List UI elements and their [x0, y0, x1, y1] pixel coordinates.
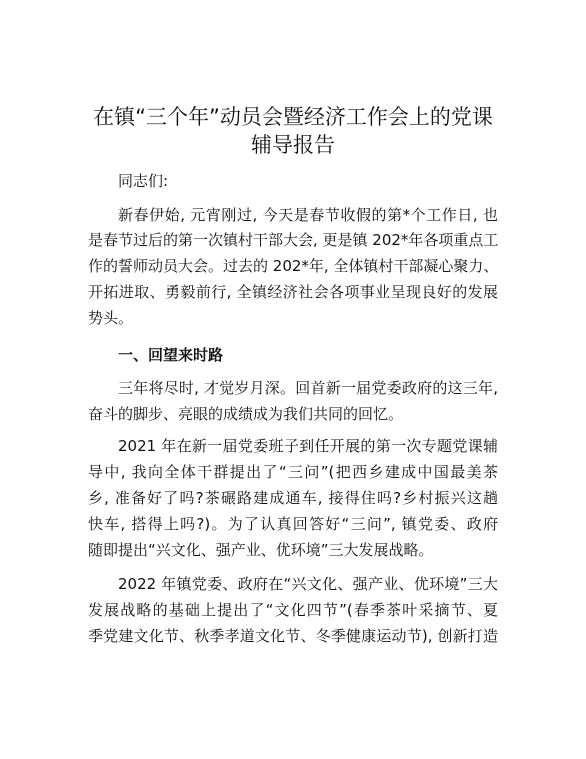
paragraph-line: 作的誓师动员大会。过去的 202*年, 全体镇村干部凝心聚力、 — [88, 257, 499, 275]
salutation: 同志们: — [118, 172, 169, 190]
paragraph-line: 开拓进取、勇毅前行, 全镇经济社会各项事业呈现良好的发展 — [88, 283, 498, 301]
paragraph-line: 奋斗的脚步、亮眼的成绩成为我们共同的回忆。 — [88, 405, 404, 423]
paragraph-line: 三年将尽时, 才觉岁月深。回首新一届党委政府的这三年, — [118, 379, 498, 397]
paragraph-line: 快车, 搭得上吗?)。为了认真回答好“三问”, 镇党委、政府 — [88, 515, 498, 533]
paragraph-line: 随即提出“兴文化、强产业、优环境”三大发展战略。 — [88, 541, 434, 559]
section-heading: 一、回望来时路 — [118, 346, 224, 364]
paragraph-line: 2021 年在新一届党委班子到任开展的第一次专题党课辅 — [118, 437, 498, 455]
paragraph-line: 导中, 我向全体干群提出了“三问”(把西乡建成中国最美茶 — [88, 463, 498, 481]
paragraph-line: 是春节过后的第一次镇村干部大会, 更是镇 202*年各项重点工 — [88, 231, 499, 249]
paragraph-line: 乡, 准备好了吗?茶碾路建成通车, 接得住吗?乡村振兴这趟 — [88, 489, 498, 507]
paragraph-line: 发展战略的基础上提出了“文化四节”(春季茶叶采摘节、夏 — [88, 601, 498, 619]
paragraph-line: 2022 年镇党委、政府在“兴文化、强产业、优环境”三大 — [118, 575, 498, 593]
document-title-line-2: 辅导报告 — [251, 133, 335, 157]
paragraph-line: 势头。 — [88, 309, 134, 327]
paragraph-line: 新春伊始, 元宵刚过, 今天是春节收假的第*个工作日, 也 — [118, 206, 498, 224]
document-title-line-1: 在镇“三个年”动员会暨经济工作会上的党课 — [93, 105, 493, 129]
paragraph-line: 季党建文化节、秋季孝道文化节、冬季健康运动节), 创新打造 — [88, 627, 498, 645]
